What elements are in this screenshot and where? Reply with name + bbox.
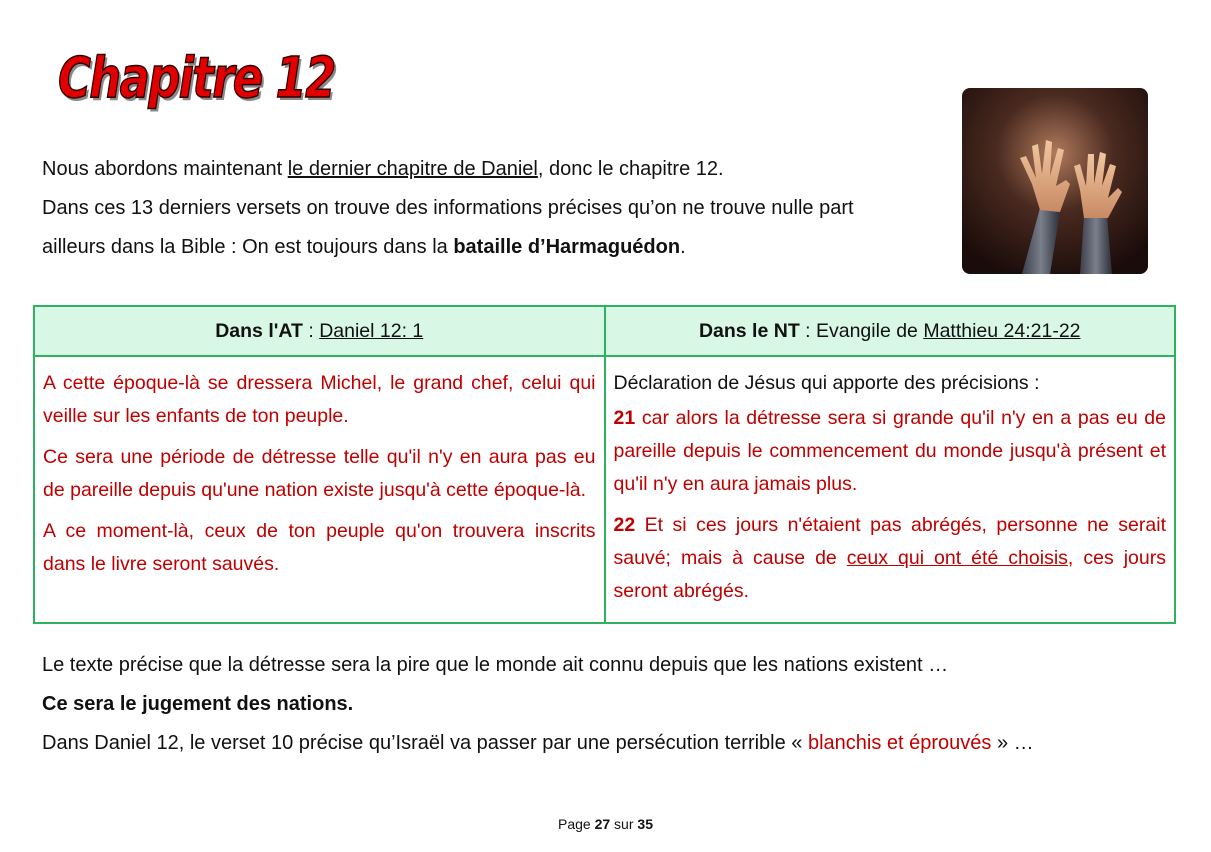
- verse-22-post: , ces jours seront abrégés.: [613, 547, 1166, 602]
- intro-l1-pre: Nous abordons maintenant: [42, 158, 288, 180]
- harmagedon-bold: bataille d’Harmaguédon: [453, 236, 681, 258]
- judgment-bold: Ce sera le jugement des nations.: [42, 693, 354, 715]
- page-footer: [0, 816, 1211, 832]
- table-header-row: [34, 306, 1175, 356]
- verse-22-number: 22: [613, 514, 636, 536]
- raised-hands-image: [962, 88, 1148, 274]
- conclusion-line-1: Le texte précise que la détresse sera la pire que le monde ait connu depuis que les nations existent …: [42, 654, 949, 676]
- verse-22-pre: Et si ces jours n'étaient pas abrégés, personne ne serait sauvé; mais à cause de: [613, 514, 1166, 569]
- conclusion-line-2: [42, 685, 1034, 724]
- intro-l3-pre: ailleurs dans la Bible : On est toujours dans la: [42, 236, 454, 258]
- nt-intro: Déclaration de Jésus qui apporte des précisions :: [613, 372, 1040, 394]
- header-nt: [605, 306, 1176, 356]
- cell-nt: [605, 356, 1176, 623]
- daniel-ref-link[interactable]: Daniel 12: 1: [319, 319, 424, 342]
- conclusion-l3-post: » …: [991, 732, 1034, 754]
- conclusion-l3-pre: Dans Daniel 12, le verset 10 précise qu’Israël va passer par une persécution terrible «: [42, 732, 808, 754]
- table-body-row: [34, 356, 1175, 623]
- footer-page-number: 27: [594, 816, 611, 832]
- intro-l1-post: , donc le chapitre 12.: [537, 158, 724, 180]
- intro-line-1: [42, 150, 922, 189]
- comparison-table: [33, 305, 1176, 624]
- verse-22: [614, 509, 1167, 608]
- chosen-ones-link[interactable]: ceux qui ont été choisis: [846, 547, 1068, 569]
- at-paragraph: A cette époque-là se dressera Michel, le grand chef, celui qui veille sur les enfants de ton peuple.: [43, 372, 596, 427]
- header-at-sep: :: [302, 319, 320, 342]
- raised-hands-photo: [962, 88, 1148, 274]
- conclusion-line-3: [42, 724, 1034, 763]
- matthieu-ref-link[interactable]: Matthieu 24:21-22: [923, 319, 1081, 342]
- footer-page-label: Page: [558, 816, 595, 832]
- conclusion-text: [42, 646, 1034, 763]
- footer-total-pages: 35: [637, 816, 653, 832]
- at-paragraph: A ce moment-là, ceux de ton peuple qu'on trouvera inscrits dans le livre seront sauvés.: [43, 520, 596, 575]
- verse-21-text: car alors la détresse sera si grande qu'il n'y en a pas eu de pareille depuis le commencement du monde jusqu'à présent et qu'il n'y en aura jamais plus.: [613, 407, 1166, 495]
- at-paragraph: Ce sera une période de détresse telle qu'il n'y en aura pas eu de pareille depuis qu'une nation existe jusqu'à cette époque-là.: [43, 446, 596, 501]
- intro-line-2: Dans ces 13 derniers versets on trouve des informations précises qu’on ne trouve nulle part: [42, 197, 854, 219]
- daniel-chapter-link[interactable]: le dernier chapitre de Daniel: [287, 158, 538, 180]
- intro-text: [42, 150, 922, 267]
- header-at-bold: Dans l'AT: [215, 319, 303, 342]
- header-nt-sep: : Evangile de: [799, 319, 924, 342]
- verse-21-number: 21: [613, 407, 636, 429]
- chapter-title: Chapitre 12: [58, 46, 335, 111]
- cell-at: [34, 356, 605, 623]
- intro-line-3: [42, 228, 922, 267]
- header-nt-bold: Dans le NT: [698, 319, 800, 342]
- verse-21: [614, 402, 1167, 501]
- intro-l3-post: .: [680, 236, 686, 258]
- blanchis-red: blanchis et éprouvés: [807, 732, 992, 754]
- header-at: [34, 306, 605, 356]
- footer-of-label: sur: [610, 816, 638, 832]
